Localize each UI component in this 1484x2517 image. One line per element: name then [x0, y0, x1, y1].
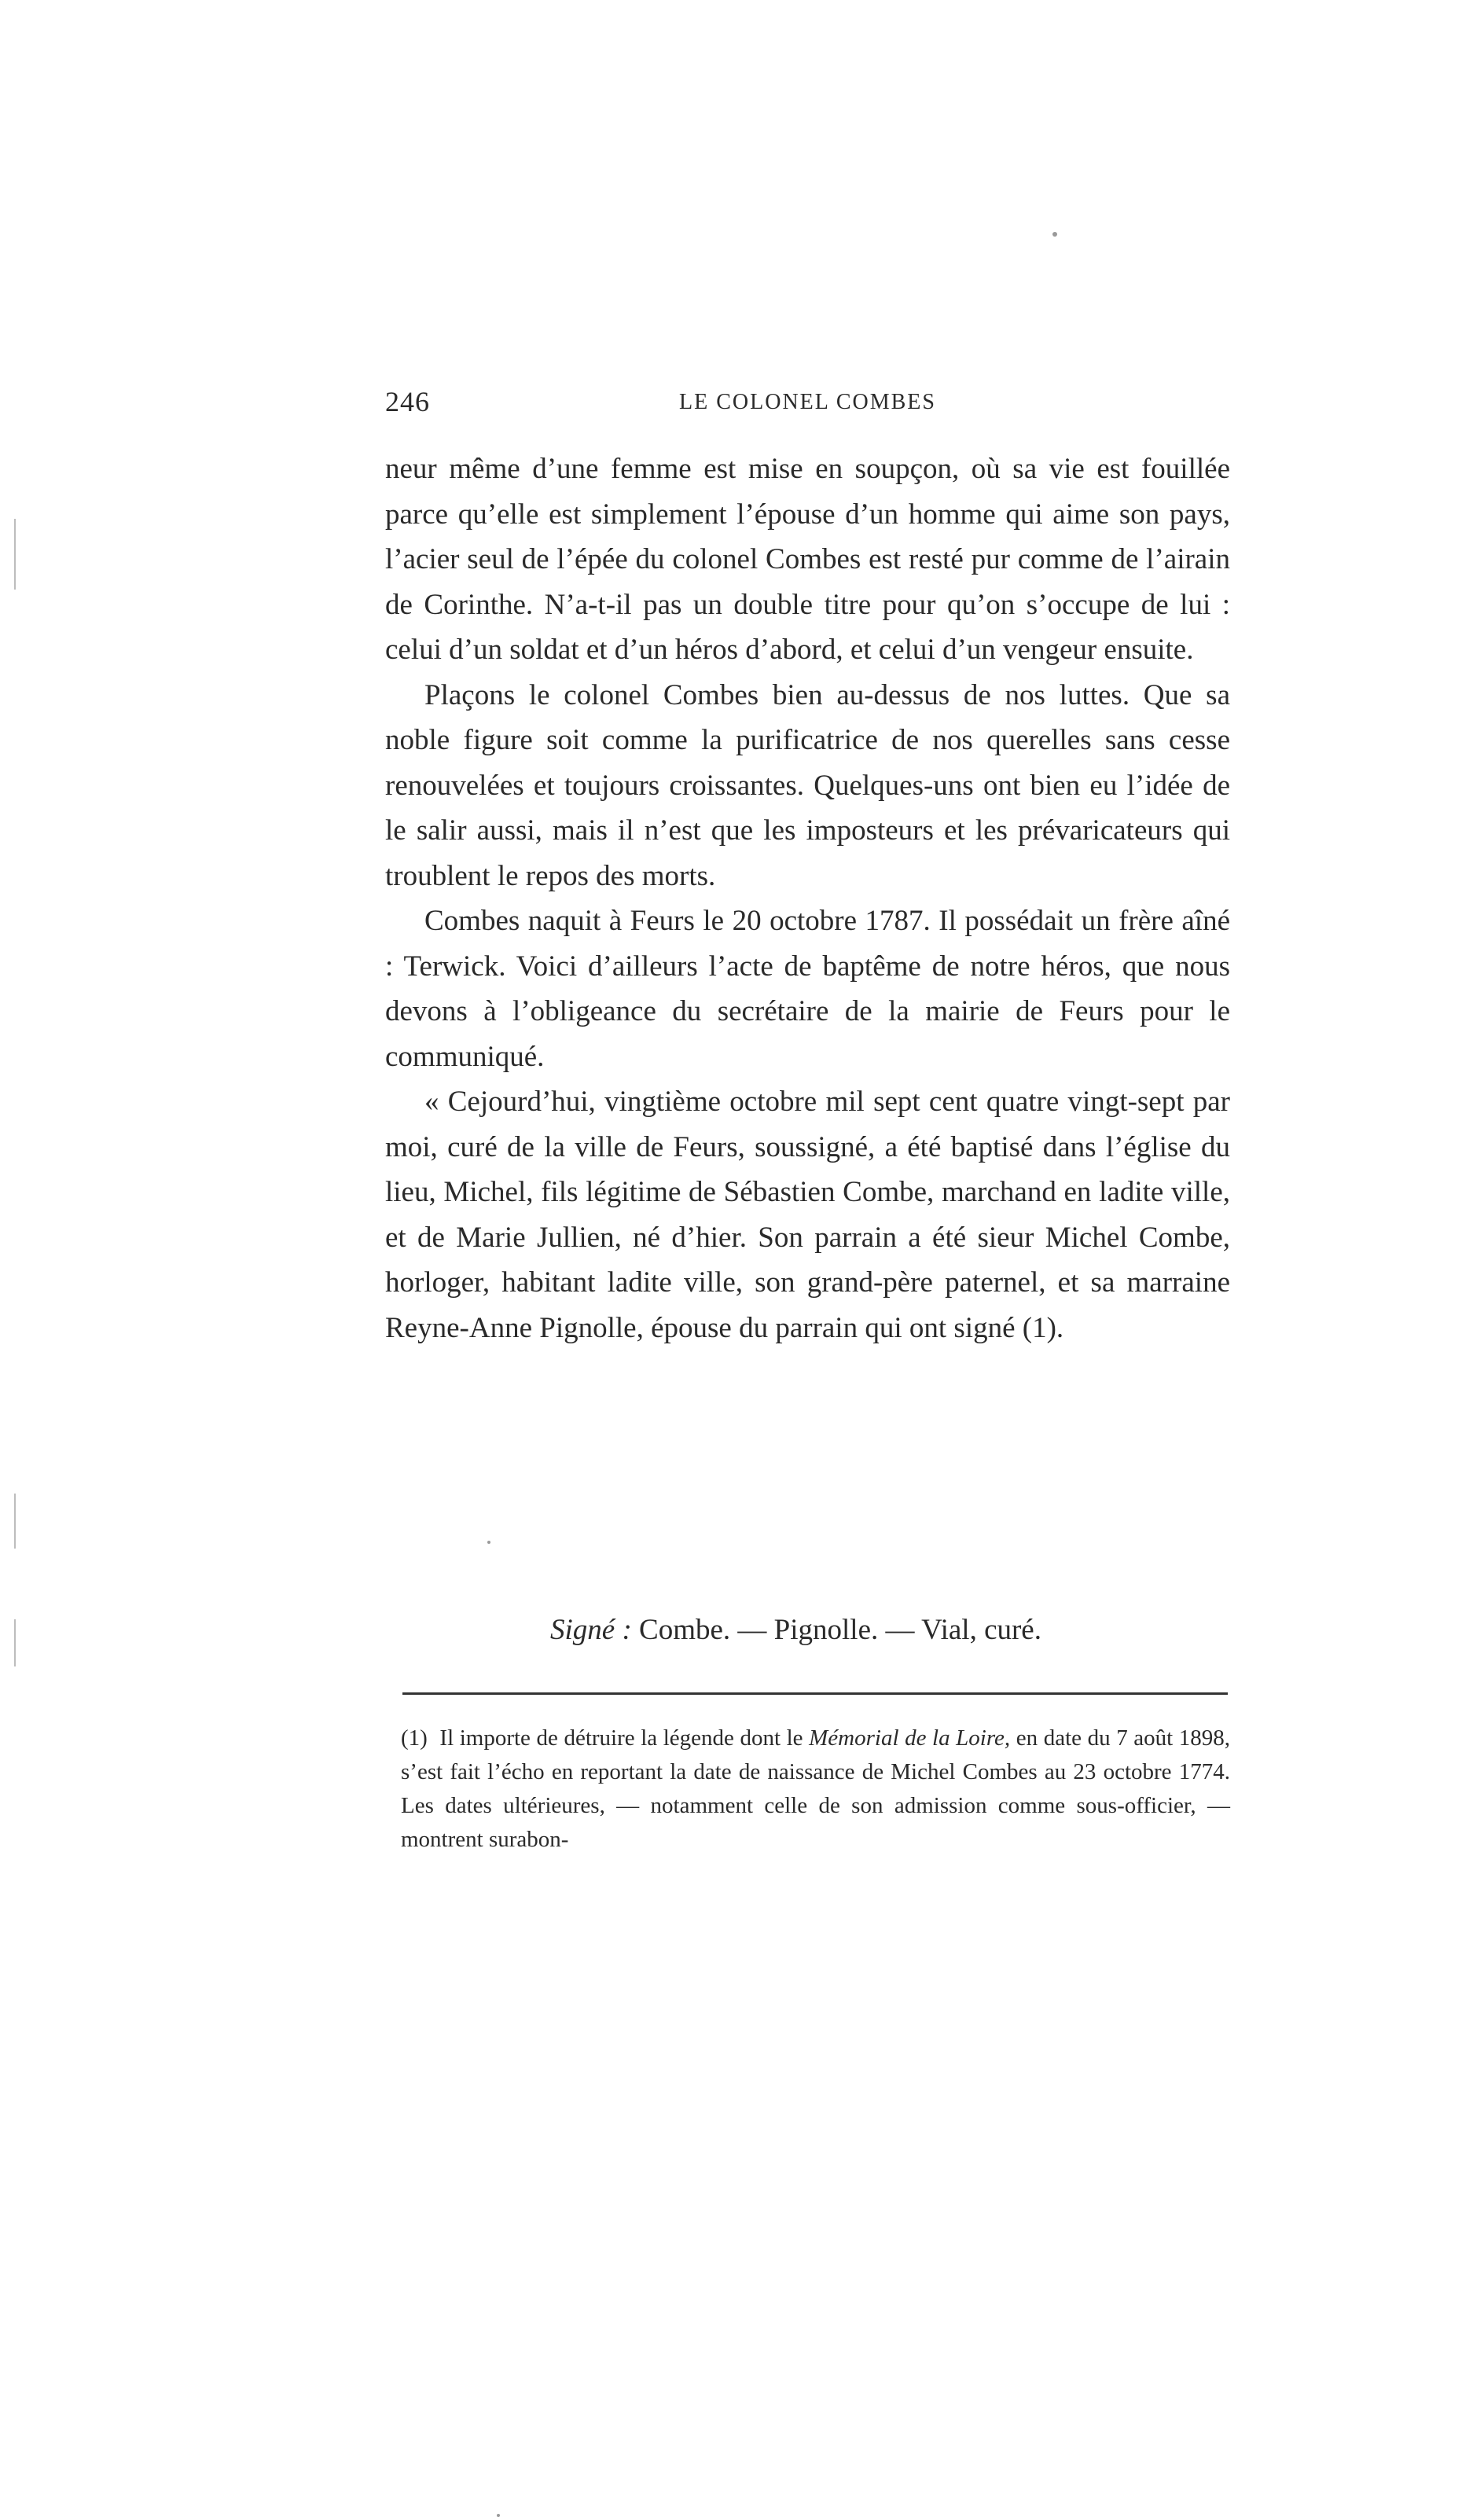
paragraph-1: neur même d’une femme est mise en soupçon, où sa vie est fouillée parce qu’elle est simplement l’épouse d’un homme qui aime son pays, l’acier seul de l’épée du colonel Combes est resté pur comme de l’airain de Corinthe. N’a-t-il pas un double titre pour qu’on s’occupe de lui : celui d’un soldat et d’un héros d’abord, et celui d’un vengeur ensuite. — [385, 453, 1230, 666]
page-header — [385, 385, 1230, 424]
scan-speck — [1052, 232, 1057, 237]
paragraph-3: Combes naquit à Feurs le 20 octobre 1787. Il possédait un frère aîné : Terwick. Voici d’ailleurs l’acte de baptême de notre héros, que nous devons à l’obligeance du secrétaire de la mairie de Feurs pour le communiqué. — [385, 905, 1230, 1073]
page-number: 246 — [385, 386, 430, 417]
running-title: LE COLONEL COMBES — [679, 390, 936, 414]
footnote-text-after: en date du 7 août 1898, s’est fait l’écho en reportant la date de naissance de Michel Combes au 23 octobre 1774. Les dates ultérieures, — notamment celle de son admission comme sous-officier, — montrent surabon- — [401, 1725, 1231, 1852]
signature-label: Signé : — [550, 1614, 632, 1646]
paragraph-2: Plaçons le colonel Combes bien au-dessus de nos luttes. Que sa noble figure soit comme la purificatrice de nos querelles sans cesse renouvelées et toujours croissantes. Quelques-uns ont bien eu l’idée de le salir aussi, mais il n’est que les imposteurs et les prévaricateurs qui troublent le repos des morts. — [385, 678, 1230, 892]
signature-names: Combe. — Pignolle. — Vial, curé. — [639, 1614, 1041, 1646]
footnote-text-before: Il importe de détruire la légende dont le — [439, 1725, 803, 1751]
scan-speck — [497, 2514, 500, 2517]
main-text — [385, 446, 1230, 1350]
footnote-source-title: Mémorial de la Loire, — [809, 1725, 1011, 1751]
paragraph-4-baptism-act: « Cejourd’hui, vingtième octobre mil sept cent quatre vingt-sept par moi, curé de la ville de Feurs, soussigné, a été baptisé dans l’église du lieu, Michel, fils légitime de Sébastien Combe, marchand en ladite ville, et de Marie Jullien, né d’hier. Son parrain a été sieur Michel Combe, horloger, habitant ladite ville, son grand-père paternel, et sa marraine Reyne-Anne Pignolle, épouse du parrain qui ont signé (1). — [385, 1086, 1230, 1344]
scan-edge-mark — [14, 1619, 16, 1666]
scan-edge-mark — [14, 1494, 16, 1549]
signature-line — [550, 1608, 1041, 1652]
footnote — [401, 1721, 1230, 1857]
scan-edge-mark — [14, 519, 16, 590]
footnote-marker: (1) — [401, 1725, 428, 1751]
footnote-separator — [402, 1692, 1228, 1695]
scan-speck — [487, 1541, 490, 1544]
